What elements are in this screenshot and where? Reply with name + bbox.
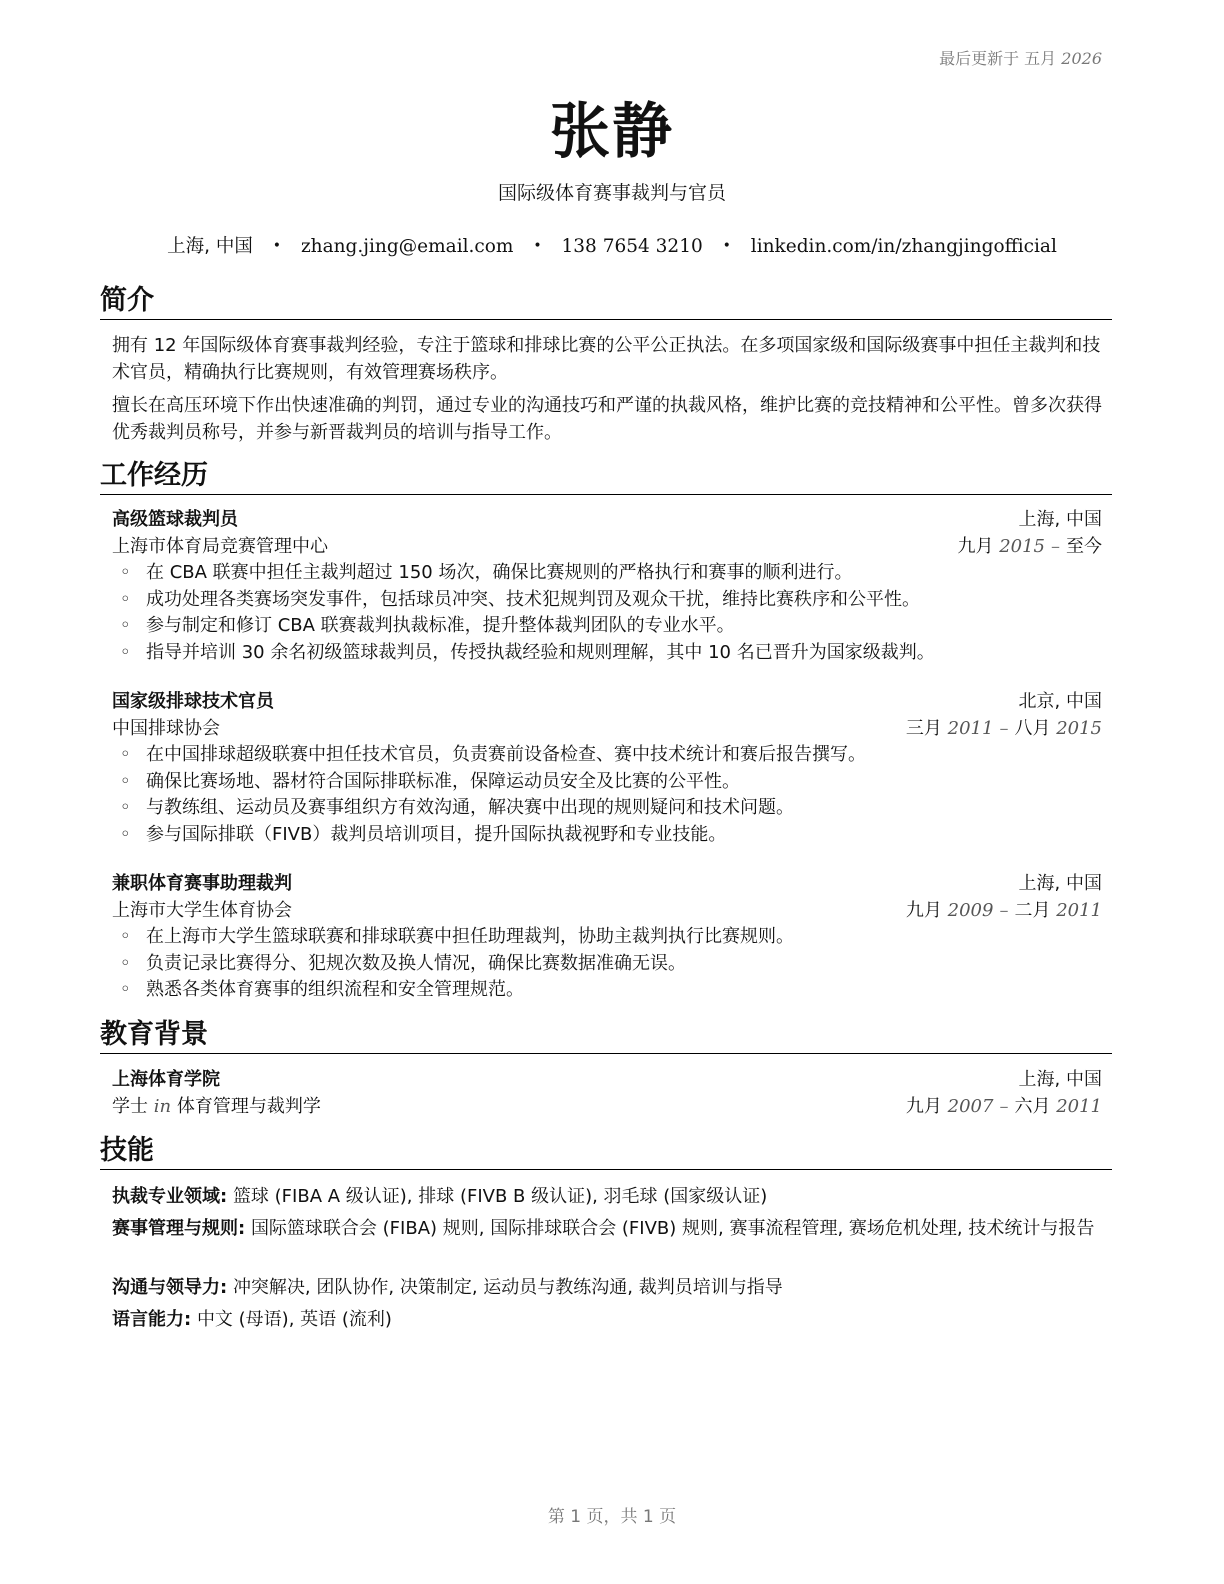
experience-entry [112, 688, 1102, 848]
job-dates: 九月 2009 – 二月 2011 [905, 900, 1102, 921]
job-role: 高级篮球裁判员 [112, 509, 238, 530]
skill-line [112, 1306, 1102, 1333]
section-heading-experience: 工作经历 [100, 459, 1112, 495]
skill-line [112, 1183, 1102, 1210]
list-item: ◦ 成功处理各类赛场突发事件，包括球员冲突、技术犯规判罚及观众干扰，维持比赛秩序和公平性。 [112, 587, 1102, 614]
skill-key: 沟通与领导力: [112, 1277, 228, 1298]
page-number: 第 1 页，共 1 页 [547, 1507, 677, 1527]
job-role: 兼职体育赛事助理裁判 [112, 873, 292, 894]
skill-line [112, 1215, 1102, 1242]
section-heading-education: 教育背景 [100, 1018, 1112, 1054]
job-location: 北京, 中国 [1018, 691, 1102, 712]
contact-phone[interactable]: 138 7654 3210 [561, 236, 703, 257]
skill-value: 冲突解决, 团队协作, 决策制定, 运动员与教练沟通, 裁判员培训与指导 [232, 1277, 783, 1298]
section-heading-skills: 技能 [100, 1134, 1112, 1170]
school-location: 上海, 中国 [1018, 1069, 1102, 1090]
person-name: 张静 [550, 97, 674, 167]
list-item: ◦ 在 CBA 联赛中担任主裁判超过 150 场次，确保比赛规则的严格执行和赛事的顺利进行。 [112, 560, 1102, 587]
job-organization: 中国排球协会 [112, 718, 220, 739]
job-organization: 上海市大学生体育协会 [112, 900, 292, 921]
degree: 学士 in 体育管理与裁判学 [112, 1096, 321, 1117]
job-dates: 九月 2015 – 至今 [957, 536, 1102, 557]
skill-key: 赛事管理与规则: [112, 1218, 246, 1239]
job-organization: 上海市体育局竞赛管理中心 [112, 536, 328, 557]
job-location: 上海, 中国 [1018, 873, 1102, 894]
contact-linkedin[interactable]: linkedin.com/in/zhangjingofficial [750, 236, 1057, 257]
education-entry [112, 1066, 1102, 1120]
list-item: ◦ 指导并培训 30 余名初级篮球裁判员，传授执裁经验和规则理解，其中 10 名已晋升为国家级裁判。 [112, 640, 1102, 667]
job-bullets [112, 924, 1102, 1004]
summary-paragraph-1: 拥有 12 年国际级体育赛事裁判经验，专注于篮球和排球比赛的公平公正执法。在多项国家级和国际级赛事中担任主裁判和技术官员，精确执行比赛规则，有效管理赛场秩序。 [112, 335, 1101, 383]
skill-line [112, 1274, 1102, 1301]
list-item: ◦ 与教练组、运动员及赛事组织方有效沟通，解决赛中出现的规则疑问和技术问题。 [112, 795, 1102, 822]
skill-key: 执裁专业领域: [112, 1186, 228, 1207]
skill-value: 篮球 (FIBA A 级认证), 排球 (FIVB B 级认证), 羽毛球 (国家级认证) [232, 1186, 768, 1207]
bullet-separator: • [533, 238, 542, 254]
last-updated: 最后更新于 五月 2026 [939, 49, 1102, 68]
list-item: ◦ 在中国排球超级联赛中担任技术官员，负责赛前设备检查、赛中技术统计和赛后报告撰写。 [112, 742, 1102, 769]
skill-value: 中文 (母语), 英语 (流利) [196, 1309, 392, 1330]
experience-entry [112, 870, 1102, 1004]
list-item: ◦ 负责记录比赛得分、犯规次数及换人情况，确保比赛数据准确无误。 [112, 951, 1102, 978]
contact-location: 上海, 中国 [167, 236, 253, 257]
list-item: ◦ 参与国际排联（FIVB）裁判员培训项目，提升国际执裁视野和专业技能。 [112, 822, 1102, 849]
bullet-separator: • [722, 238, 731, 254]
job-role: 国家级排球技术官员 [112, 691, 274, 712]
school-name: 上海体育学院 [112, 1069, 220, 1090]
bullet-separator: • [272, 238, 282, 254]
section-heading-summary: 简介 [100, 284, 1112, 320]
job-bullets [112, 742, 1102, 848]
skill-key: 语言能力: [112, 1309, 192, 1330]
contact-line [0, 232, 1224, 258]
skill-value: 国际篮球联合会 (FIBA) 规则, 国际排球联合会 (FIVB) 规则, 赛事流程管理, 赛场危机处理, 技术统计与报告 [250, 1218, 1095, 1239]
list-item: ◦ 参与制定和修订 CBA 联赛裁判执裁标准，提升整体裁判团队的专业水平。 [112, 613, 1102, 640]
list-item: ◦ 在上海市大学生篮球联赛和排球联赛中担任助理裁判，协助主裁判执行比赛规则。 [112, 924, 1102, 951]
job-dates: 三月 2011 – 八月 2015 [905, 718, 1102, 739]
education-dates: 九月 2007 – 六月 2011 [905, 1096, 1102, 1117]
contact-email[interactable]: zhang.jing@email.com [300, 236, 514, 257]
list-item: ◦ 确保比赛场地、器材符合国际排联标准，保障运动员安全及比赛的公平性。 [112, 769, 1102, 796]
job-bullets [112, 560, 1102, 666]
person-title: 国际级体育赛事裁判与官员 [497, 182, 726, 204]
job-location: 上海, 中国 [1018, 509, 1102, 530]
list-item: ◦ 熟悉各类体育赛事的组织流程和安全管理规范。 [112, 977, 1102, 1004]
summary-paragraph-2: 擅长在高压环境下作出快速准确的判罚，通过专业的沟通技巧和严谨的执裁风格，维护比赛的竞技精神和公平性。曾多次获得优秀裁判员称号，并参与新晋裁判员的培训与指导工作。 [112, 395, 1102, 443]
experience-entry [112, 506, 1102, 666]
